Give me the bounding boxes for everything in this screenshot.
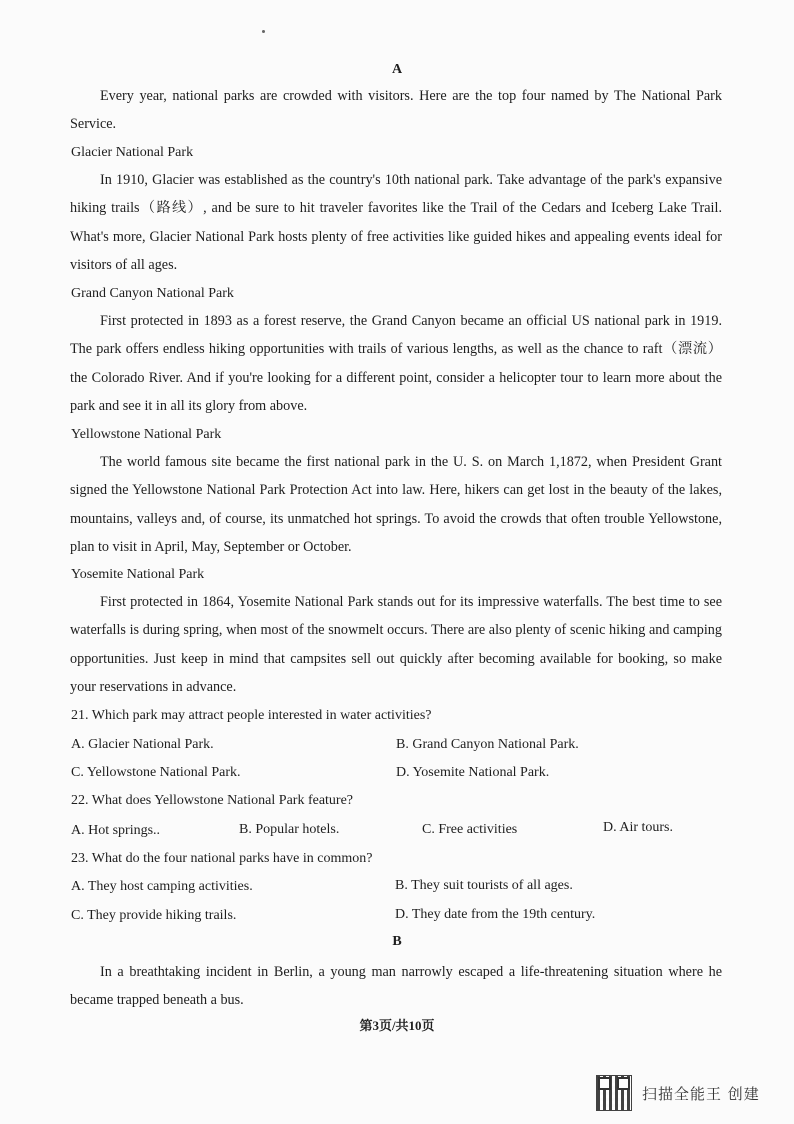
question-22-option-a: A. Hot springs.. — [71, 823, 161, 838]
page-number: 第3页/共10页 — [359, 1018, 435, 1033]
question-23-option-c: C. They provide hiking trails. — [71, 908, 237, 923]
section-b-text: In a breathtaking incident in Berlin, a young man narrowly escaped a life-threatening situation where he became trapped beneath a bus. — [70, 964, 722, 1009]
section-a-label: A — [391, 62, 403, 77]
question-21-option-d: D. Yosemite National Park. — [396, 765, 550, 780]
park-heading-glacier: Glacier National Park — [71, 145, 194, 160]
scan-watermark-text: 扫描全能王 创建 — [642, 1084, 760, 1103]
section-a-intro: Every year, national parks are crowded with visitors. Here are the top four named by The National Park Service. — [70, 88, 722, 133]
question-21-option-c: C. Yellowstone National Park. — [71, 765, 241, 780]
park-text-yosemite: First protected in 1864, Yosemite National Park stands out for its impressive waterfalls. The best time to see waterfalls is during spring, when most of the snowmelt occurs. There are also plenty of scenic hiking and camping opportunities. Just keep in mind that campsites sell out quickly after becoming available for booking, so make your reservations in advance. — [70, 594, 722, 695]
park-heading-yellowstone: Yellowstone National Park — [71, 427, 222, 442]
question-23-option-b: B. They suit tourists of all ages. — [395, 878, 573, 893]
question-22-stem: 22. What does Yellowstone National Park feature? — [71, 793, 354, 808]
question-21-option-b: B. Grand Canyon National Park. — [396, 737, 579, 752]
park-text-grand-canyon: First protected in 1893 as a forest reserve, the Grand Canyon became an official US national park in 1919. The park offers endless hiking opportunities with trails of various lengths, as well as the chance to raft（漂流）the Colorado River. And if you're looking for a different point, consider a helicopter tour to learn more about the park and see it in all its glory from above. — [70, 313, 722, 414]
question-23-option-d: D. They date from the 19th century. — [395, 907, 596, 922]
question-22-option-c: C. Free activities — [422, 822, 518, 837]
scan-speck — [262, 30, 265, 33]
park-text-yellowstone: The world famous site became the first national park in the U. S. on March 1,1872, when President Grant signed the Yellowstone National Park Protection Act into law. Here, hikers can get lost in the beauty of the lakes, mountains, valleys and, of course, its unmatched hot springs. To avoid the crowds that often trouble Yellowstone, plan to visit in April, May, September or October. — [70, 454, 722, 555]
park-heading-yosemite: Yosemite National Park — [71, 567, 205, 582]
question-23-stem: 23. What do the four national parks have in common? — [71, 851, 373, 866]
park-text-glacier: In 1910, Glacier was established as the country's 10th national park. Take advantage of the park's expansive hiking trails（路线）, and be sure to hit traveler favorites like the Trail of the Cedars and Iceberg Lake Trail. What's more, Glacier National Park hosts plenty of free activities like guided hikes and appealing events ideal for visitors of all ages. — [70, 172, 722, 273]
question-23-option-a: A. They host camping activities. — [71, 879, 253, 894]
scan-watermark — [596, 1075, 760, 1111]
question-22-option-b: B. Popular hotels. — [239, 822, 340, 837]
question-21-stem: 21. Which park may attract people interested in water activities? — [71, 708, 432, 723]
question-22-option-d: D. Air tours. — [603, 820, 673, 835]
section-b-label: B — [392, 934, 402, 949]
qr-code-icon — [596, 1075, 632, 1111]
question-21-option-a: A. Glacier National Park. — [71, 737, 214, 752]
park-heading-grand-canyon: Grand Canyon National Park — [71, 286, 234, 301]
